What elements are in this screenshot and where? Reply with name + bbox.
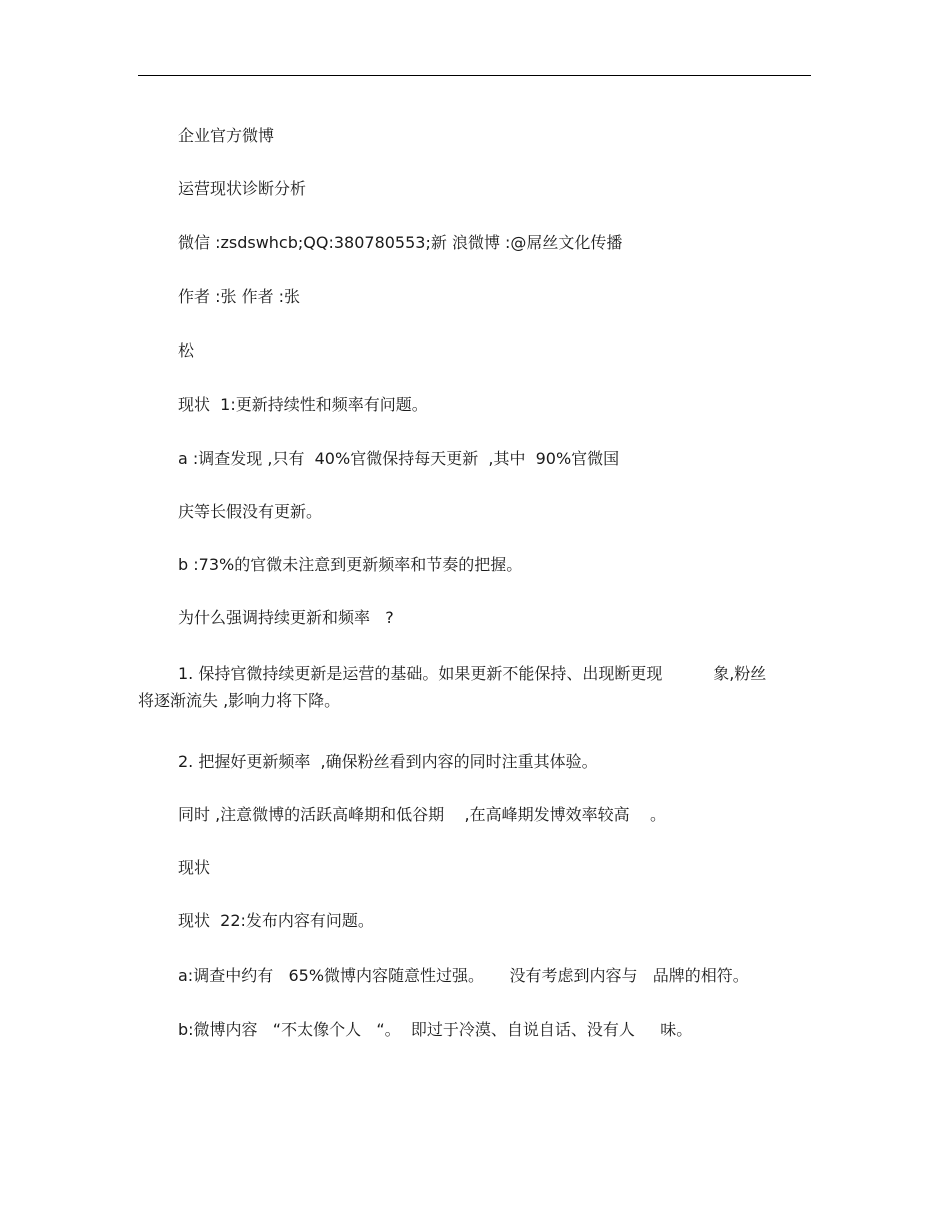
status-label: 现状 <box>178 858 211 877</box>
point-2: 2. 把握好更新频率 ,确保粉丝看到内容的同时注重其体验。 <box>178 752 598 771</box>
status-1-heading: 现状 1:更新持续性和频率有问题。 <box>178 395 428 414</box>
peak-note: 同时 ,注意微博的活跃高峰期和低谷期 ,在高峰期发博效率较高 。 <box>178 805 666 824</box>
why-question: 为什么强调持续更新和频率 ? <box>178 608 394 627</box>
point-1-paragraph <box>138 660 811 714</box>
point-1-line-2: 将逐渐流失 ,影响力将下降。 <box>138 691 341 710</box>
contact-info: 微信 :zsdswhcb;QQ:380780553;新 浪微博 :@屌丝文化传播 <box>178 233 623 252</box>
header-rule <box>138 75 811 76</box>
author-line-cont: 松 <box>178 341 195 360</box>
status-1-point-a-line-2: 庆等长假没有更新。 <box>178 502 323 521</box>
status-2-point-a: a:调查中约有 65%微博内容随意性过强。 没有考虑到内容与 品牌的相符。 <box>178 966 749 985</box>
title-line-2: 运营现状诊断分析 <box>178 179 307 198</box>
point-1-line-1: 1. 保持官微持续更新是运营的基础。如果更新不能保持、出现断更现 象,粉丝 <box>178 664 767 683</box>
status-1-point-b: b :73%的官微未注意到更新频率和节奏的把握。 <box>178 555 523 574</box>
status-2-heading: 现状 22:发布内容有问题。 <box>178 911 374 930</box>
status-2-point-b: b:微博内容 “不太像个人 “。 即过于冷漠、自说自话、没有人 味。 <box>178 1020 693 1039</box>
author-line: 作者 :张 作者 :张 <box>178 287 301 306</box>
status-1-point-a-line-1: a :调查发现 ,只有 40%官微保持每天更新 ,其中 90%官微国 <box>178 449 620 468</box>
title-line-1: 企业官方微博 <box>178 126 275 145</box>
